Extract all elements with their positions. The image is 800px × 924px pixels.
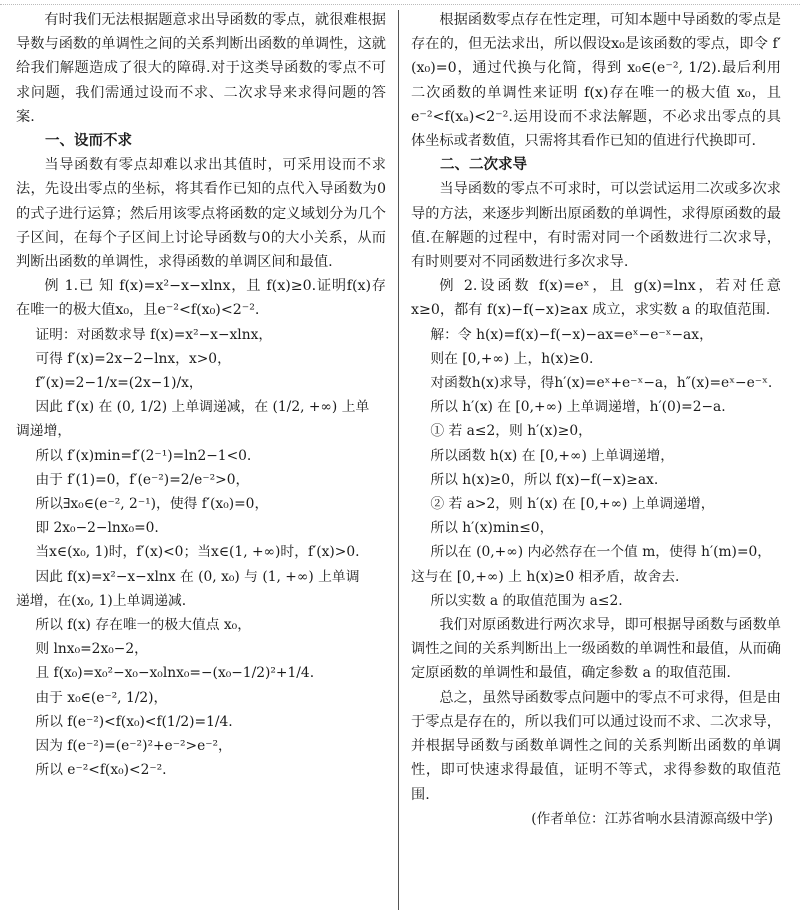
proof-line: 由于 x₀∈(e⁻², 1/2)， xyxy=(35,689,168,706)
section-1-paragraph: 当导函数有零点却难以求出其值时，可采用设而不求法，先设出零点的坐标，将其看作已知的点代入导函数为0的式子进行运算；然后用该零点将函数的定义域划分为几个子区间，在每个子区间上讨论导函数与0的大小关系，从而判断出函数的单调性，求得函数的单调区间和最值. xyxy=(16,157,386,271)
two-column-layout xyxy=(16,8,788,910)
proof-line: 即 2x₀−2−lnx₀=0. xyxy=(35,520,159,537)
solution-line: 所以在 (0,+∞) 内必然存在一个值 m，使得 h′(m)=0， xyxy=(430,544,772,561)
solution-line: 所以 h′(x)min≤0， xyxy=(430,520,554,537)
example-1-statement: 例 1.已 知 f(x)=x²−x−xlnx，且 f(x)≥0.证明f(x)存在唯一的极大值x₀，且e⁻²<f(x₀)<2⁻². xyxy=(16,278,386,319)
left-column xyxy=(16,8,398,910)
summary-paragraph: 总之，虽然导函数零点问题中的零点不可求得，但是由于零点是存在的，所以我们可以通过设而不求、二次求导，并根据导函数与函数单调性之间的关系判断出函数的单调性，即可快速求得最值，证明不等式，求得参数的取值范围. xyxy=(411,689,781,803)
solution-line: 则在 [0,+∞) 上，h(x)≥0. xyxy=(430,350,594,367)
solution-line: 所以函数 h(x) 在 [0,+∞) 上单调递增， xyxy=(430,447,675,464)
solution-line: 所以实数 a 的取值范围为 a≤2. xyxy=(430,592,623,609)
section-heading-1: 一、设而不求 xyxy=(45,133,132,150)
proof-line: 所以 f(e⁻²)<f(x₀)<f(1/2)=1/4. xyxy=(35,713,233,730)
proof-line: 证明：对函数求导 f(x)=x²−x−xlnx， xyxy=(35,326,273,343)
solution-line: 所以 h(x)≥0，所以 f(x)−f(−x)≥ax. xyxy=(430,471,659,488)
solution-line: ② 若 a>2，则 h′(x) 在 [0,+∞) 上单调递增， xyxy=(430,496,715,513)
proof-line: f″(x)=2−1/x=(2x−1)/x， xyxy=(35,375,203,392)
proof-line: 因此 f(x)=x²−x−xlnx 在 (0, x₀) 与 (1, +∞) 上单调 xyxy=(35,568,360,585)
proof-line: 所以∃x₀∈(e⁻², 2⁻¹)，使得 f′(x₀)=0， xyxy=(35,496,269,513)
example-1-commentary: 根据函数零点存在性定理，可知本题中导函数的零点是存在的，但无法求出，所以假设x₀是该函数的零点，即令 f′(x₀)=0，通过代换与化简，得到 x₀∈(e⁻², 1/2).最后利用二次函数的单调性来证明 f(x)存在唯一的极大值 x₀，且 e⁻²<f(xₐ)<2⁻².运用设而不求法解题，不必求出零点的具体坐标或者数值，只需将其看作已知的值进行代换即可. xyxy=(411,12,781,150)
top-decorative-rule xyxy=(0,0,800,5)
example-1-proof xyxy=(16,323,386,783)
section-2-paragraph: 当导函数的零点不可求时，可以尝试运用二次或多次求导的方法，来逐步判断出原函数的单调性，求得原函数的最值.在解题的过程中，有时需对同一个函数进行二次求导，有时则要对不同函数进行多次求导. xyxy=(411,181,781,271)
example-2-solution xyxy=(411,323,781,613)
solution-line: ① 若 a≤2，则 h′(x)≥0， xyxy=(430,423,592,440)
proof-line: 调递增， xyxy=(16,423,72,440)
right-column xyxy=(399,8,781,910)
proof-line: 由于 f′(1)=0，f′(e⁻²)=2/e⁻²>0， xyxy=(35,471,250,488)
solution-line: 所以 h′(x) 在 [0,+∞) 上单调递增，h′(0)=2−a. xyxy=(430,399,726,416)
example-2-statement: 例 2.设函数 f(x)=eˣ，且 g(x)=lnx，若对任意 x≥0，都有 f(x)−f(−x)≥ax 成立，求实数 a 的取值范围. xyxy=(411,278,781,319)
section-heading-2: 二、二次求导 xyxy=(440,157,527,174)
solution-line: 对函数h(x)求导，得h′(x)=eˣ+e⁻ˣ−a，h″(x)=eˣ−e⁻ˣ. xyxy=(430,375,773,392)
proof-line: 可得 f′(x)=2x−2−lnx，x>0， xyxy=(35,350,231,367)
proof-line: 当x∈(x₀, 1)时，f′(x)<0；当x∈(1, +∞)时，f′(x)>0. xyxy=(35,544,360,561)
solution-line: 解：令 h(x)=f(x)−f(−x)−ax=eˣ−e⁻ˣ−ax， xyxy=(430,326,713,343)
proof-line: 因为 f(e⁻²)=(e⁻²)²+e⁻²>e⁻²， xyxy=(35,738,232,755)
example-2-commentary: 我们对原函数进行两次求导，即可根据导函数与函数单调性之间的关系判断出上一级函数的单调性和最值，从而确定原函数的单调性和最值，确定参数 a 的取值范围. xyxy=(411,617,781,682)
proof-line: 所以 f(x) 存在唯一的极大值点 x₀， xyxy=(35,617,251,634)
proof-line: 所以 e⁻²<f(x₀)<2⁻². xyxy=(35,762,167,779)
author-affiliation: (作者单位：江苏省响水县清源高级中学) xyxy=(531,810,773,827)
intro-paragraph: 有时我们无法根据题意求出导函数的零点，就很难根据导数与函数的单调性之间的关系判断出函数的单调性，这就给我们解题造成了很大的障碍.对于这类导函数的零点不可求问题，我们需通过设而不求、二次求导来求得问题的答案. xyxy=(16,12,386,125)
proof-line: 则 lnx₀=2x₀−2， xyxy=(35,641,148,658)
proof-line: 所以 f′(x)min=f′(2⁻¹)=ln2−1<0. xyxy=(35,447,252,464)
solution-line: 这与在 [0,+∞) 上 h(x)≥0 相矛盾，故舍去. xyxy=(411,568,680,585)
proof-line: 因此 f′(x) 在 (0, 1/2) 上单调递减，在 (1/2, +∞) 上单 xyxy=(35,399,370,416)
proof-line: 递增，在(x₀, 1)上单调递减. xyxy=(16,592,187,609)
proof-line: 且 f(x₀)=x₀²−x₀−x₀lnx₀=−(x₀−1/2)²+1/4. xyxy=(35,665,315,682)
